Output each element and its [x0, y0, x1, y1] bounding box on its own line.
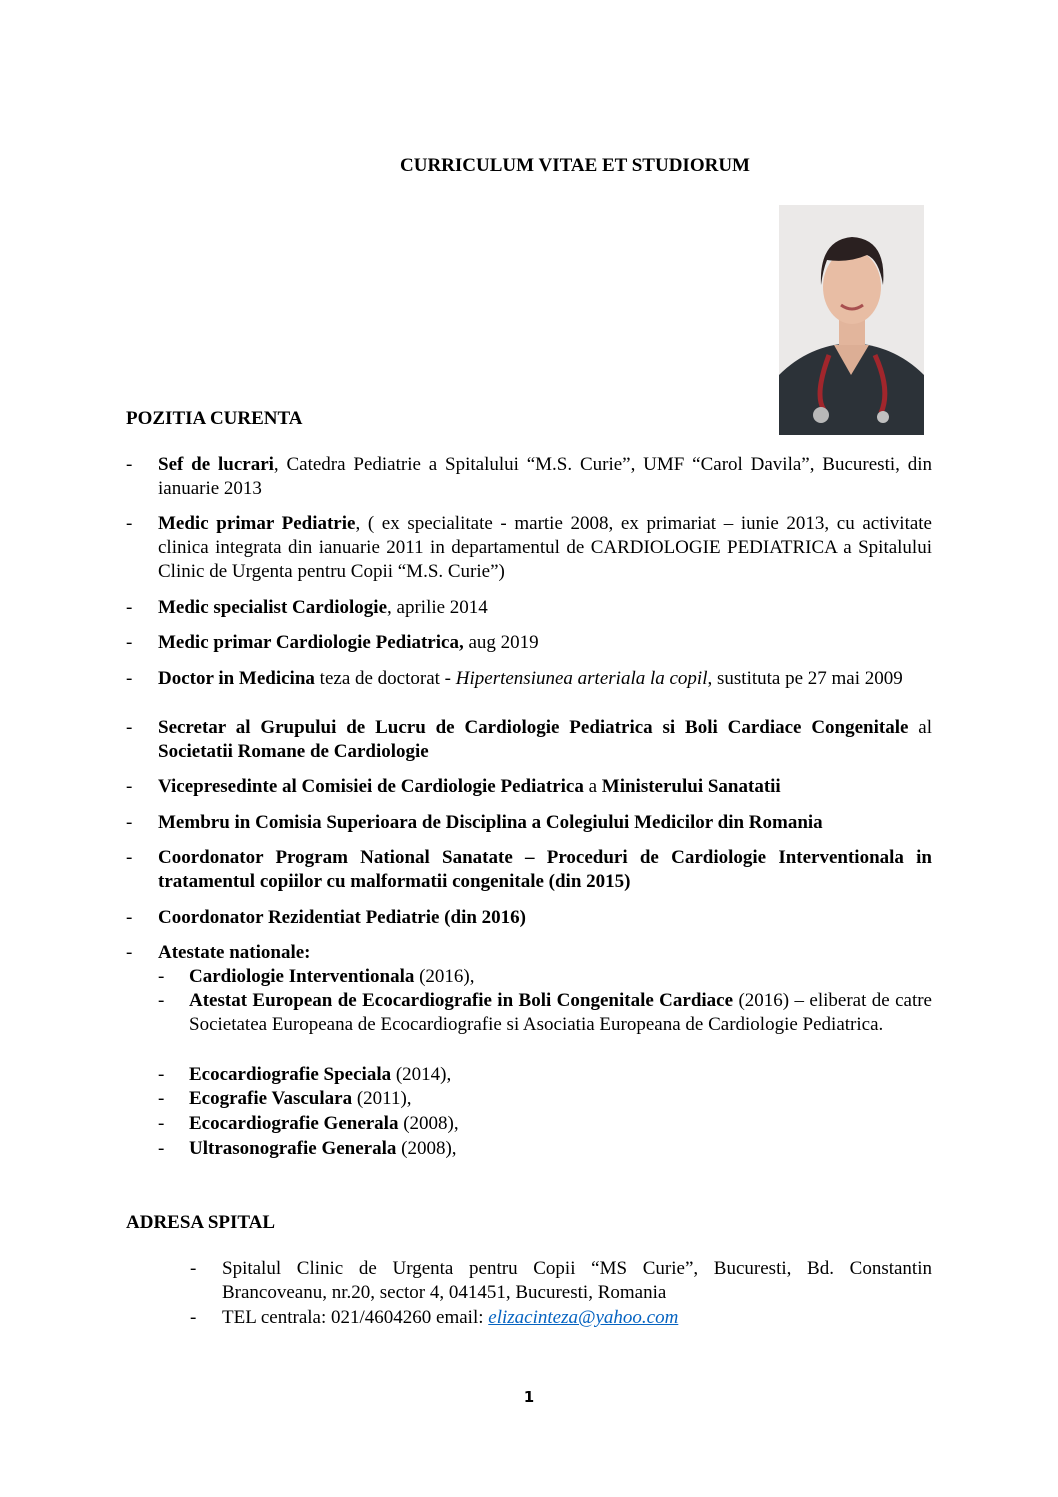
list-item — [158, 811, 932, 835]
list-item — [158, 667, 932, 691]
document-title: CURRICULUM VITAE ET STUDIORUM — [400, 155, 750, 176]
list-bullet: - — [126, 454, 133, 475]
bold-text: Coordonator Rezidentiat Pediatrie (din 2016) — [158, 907, 526, 928]
list-bullet: - — [126, 812, 133, 833]
bold-text: Ecografie Vasculara — [189, 1088, 353, 1109]
list-bullet: - — [190, 1307, 197, 1328]
text-segment: aug 2019 — [463, 632, 539, 653]
list-item — [158, 631, 932, 655]
text-segment: (2014), — [391, 1064, 452, 1085]
list-bullet: - — [126, 776, 133, 797]
text-segment: (2016) – eliberat de catre Societatea Europeana de Ecocardiografie si Asociatia Europeana de Cardiologie Pediatrica. — [189, 990, 932, 1035]
bold-text: Medic primar Pediatrie — [158, 513, 356, 534]
list-item — [189, 1063, 932, 1087]
list-bullet: - — [158, 990, 165, 1011]
list-item — [189, 965, 932, 989]
bold-text: Membru in Comisia Superioara de Disciplina a Colegiului Medicilor din Romania — [158, 812, 823, 833]
list-bullet: - — [158, 1138, 165, 1159]
list-item — [189, 989, 932, 1037]
bold-text: Medic specialist Cardiologie — [158, 597, 388, 618]
bold-text: Ministerului Sanatatii — [601, 776, 781, 797]
text-segment: , Catedra Pediatrie a Spitalului “M.S. Curie”, UMF “Carol Davila”, Bucuresti, din ianuarie 2013 — [158, 454, 932, 499]
list-bullet: - — [126, 907, 133, 928]
list-item — [158, 941, 932, 965]
list-bullet: - — [126, 513, 133, 534]
email-link[interactable]: elizacinteza@yahoo.com — [488, 1307, 679, 1328]
bold-text: Cardiologie Interventionala — [189, 966, 415, 987]
list-bullet: - — [190, 1258, 197, 1279]
list-bullet: - — [158, 1113, 165, 1134]
bold-text: Ultrasonografie Generala — [189, 1138, 397, 1159]
list-bullet: - — [126, 847, 133, 868]
text-segment: (2011), — [352, 1088, 412, 1109]
list-item — [158, 512, 932, 584]
list-item — [158, 453, 932, 501]
bold-text: Ecocardiografie Generala — [189, 1113, 399, 1134]
bold-text: Medic primar Cardiologie Pediatrica, — [158, 632, 464, 653]
list-bullet: - — [126, 717, 133, 738]
list-item — [158, 596, 932, 620]
bold-text: Societatii Romane de Cardiologie — [158, 741, 429, 762]
bold-text: Vicepresedinte al Comisiei de Cardiologie Pediatrica — [158, 776, 584, 797]
list-bullet: - — [126, 668, 133, 689]
list-bullet: - — [126, 942, 133, 963]
heading-current-position: POZITIA CURENTA — [126, 408, 303, 429]
text-segment: al — [908, 717, 932, 738]
bold-text: Ecocardiografie Speciala — [189, 1064, 392, 1085]
list-bullet: - — [126, 597, 133, 618]
bold-text: Atestat European de Ecocardiografie in Boli Congenitale Cardiace — [189, 990, 734, 1011]
list-bullet: - — [158, 1088, 165, 1109]
text-segment: (2008), — [396, 1138, 457, 1159]
list-item — [158, 716, 932, 764]
text-segment: Spitalul Clinic de Urgenta pentru Copii “MS Curie”, Bucuresti, Bd. Constantin Brancoveanu, nr.20, sector 4, 041451, Bucuresti, Romania — [222, 1258, 932, 1303]
list-item — [158, 775, 932, 799]
list-item — [189, 1112, 932, 1136]
text-segment: , ( ex specialitate - martie 2008, ex primariat – iunie 2013, cu activitate clinica integrata din ianuarie 2011 in departamentul de CARDIOLOGIE PEDIATRICA a Spitalului Clinic de Urgenta pentru Copii “M.S. Curie”) — [158, 513, 932, 582]
heading-hospital-address: ADRESA SPITAL — [126, 1212, 276, 1233]
list-bullet: - — [126, 632, 133, 653]
list-item — [222, 1257, 932, 1305]
text-segment: , aprilie 2014 — [387, 597, 488, 618]
list-item — [189, 1087, 932, 1111]
text-segment: teza de doctorat - — [314, 668, 456, 689]
text-segment: TEL centrala: 021/4604260 email: — [222, 1307, 489, 1328]
bold-text: Doctor in Medicina — [158, 668, 315, 689]
text-segment: (2008), — [398, 1113, 459, 1134]
profile-photo — [779, 205, 924, 435]
text-segment: (2016), — [414, 966, 475, 987]
list-bullet: - — [158, 966, 165, 987]
text-segment: , sustituta pe 27 mai 2009 — [707, 668, 903, 689]
list-item — [158, 906, 932, 930]
italic-text: Hipertensiunea arteriala la copil — [455, 668, 708, 689]
bold-text: Sef de lucrari — [158, 454, 274, 475]
page-number: 1 — [523, 1388, 535, 1406]
list-item — [222, 1306, 932, 1330]
list-item — [189, 1137, 932, 1161]
list-bullet: - — [158, 1064, 165, 1085]
text-segment: a — [583, 776, 602, 797]
bold-text: Atestate nationale: — [158, 942, 311, 963]
list-item — [158, 846, 932, 894]
bold-text: Secretar al Grupului de Lucru de Cardiologie Pediatrica si Boli Cardiace Congenitale — [158, 717, 909, 738]
bold-text: Coordonator Program National Sanatate – Proceduri de Cardiologie Interventionala in tratamentul copiilor cu malformatii congenitale (din 2015) — [158, 847, 932, 892]
